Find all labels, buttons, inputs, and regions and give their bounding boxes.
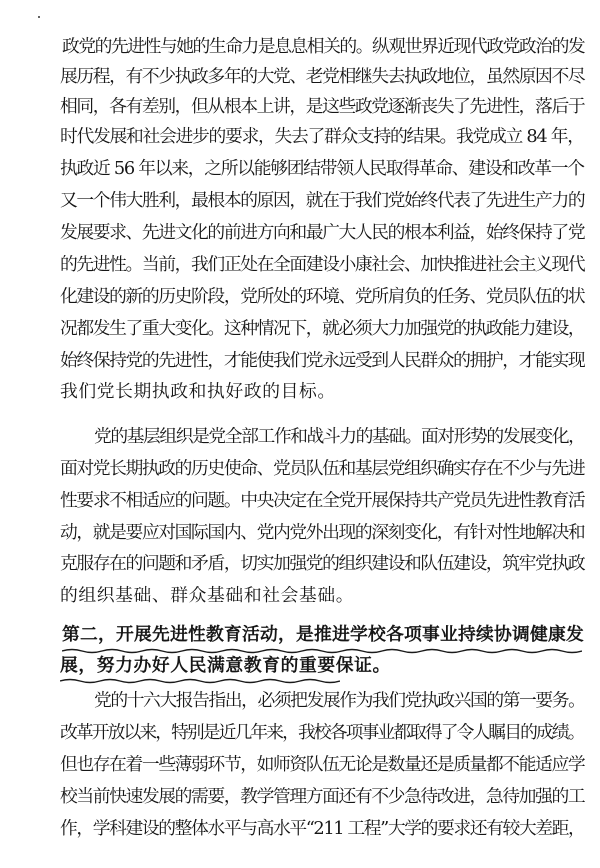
text-line: 但也存在着一些薄弱环节，如师资队伍无论是数量还是质量都不能适应学: [60, 754, 585, 775]
section-heading: 第二，开展先进性教育活动，是推进学校各项事业持续协调健康发: [62, 624, 585, 645]
text-line: 化建设的新的历史阶段，党所处的环境、党所肩负的任务、党员队伍的状: [60, 286, 585, 307]
scan-speck: [38, 16, 40, 18]
text-line: 改革开放以来，特别是近几年来，我校各项事业都取得了令人瞩目的成绩。: [60, 722, 584, 743]
text-line: 克服存在的问题和矛盾，切实加强党的组织建设和队伍建设，筑牢党执政: [60, 553, 585, 574]
text-line: 校当前快速发展的需要，教学管理方面还有不少急待改进，急待加强的工: [60, 786, 585, 807]
text-line: 动，就是要应对国际国内、党内党外出现的深刻变化，有针对性地解决和: [60, 522, 585, 543]
text-line: 的组织基础、群众基础和社会基础。: [60, 585, 355, 606]
text-line: 作，学科建设的整体水平与高水平“211 工程”大学的要求还有较大差距，: [60, 818, 585, 839]
text-line: 执政近 56 年以来，之所以能够团结带领人民取得革命、建设和改革一个: [60, 158, 584, 179]
text-line: 展历程，有不少执政多年的大党、老党相继失去执政地位，虽然原因不尽: [60, 66, 585, 87]
handwritten-underline: [60, 678, 340, 684]
section-heading: 展，努力办好人民满意教育的重要保证。: [60, 655, 391, 676]
text-line: 又一个伟大胜利，最根本的原因，就在于我们党始终代表了先进生产力的: [60, 190, 585, 211]
paragraph-first-line: 党的十六大报告指出，必须把发展作为我们党执政兴国的第一要务。: [94, 690, 585, 711]
text-line: 面对党长期执政的历史使命、党员队伍和基层党组织确实存在不少与先进: [60, 458, 585, 479]
text-line: 始终保持党的先进性，才能使我们党永远受到人民群众的拥护，才能实现: [60, 350, 585, 371]
text-line: 况都发生了重大变化。这种情况下，就必须大力加强党的执政能力建设，: [60, 318, 585, 339]
handwritten-underline: [62, 648, 582, 654]
paragraph-first-line: 党的基层组织是党全部工作和战斗力的基础。面对形势的发展变化，: [94, 426, 585, 447]
text-line: 我们党长期执政和执好政的目标。: [60, 381, 336, 402]
text-line: 发展要求、先进文化的前进方向和最广大人民的根本利益，始终保持了党: [60, 222, 585, 243]
text-line: 政党的先进性与她的生命力是息息相关的。纵观世界近现代政党政治的发: [62, 36, 585, 57]
text-line: 时代发展和社会进步的要求，失去了群众支持的结果。我党成立 84 年，: [60, 126, 584, 147]
text-line: 相同，各有差别，但从根本上讲，是这些政党逐渐丧失了先进性，落后于: [60, 96, 585, 117]
text-line: 的先进性。当前，我们正处在全面建设小康社会、加快推进社会主义现代: [60, 254, 585, 275]
text-line: 性要求不相适应的问题。中央决定在全党开展保持共产党员先进性教育活: [60, 490, 585, 511]
